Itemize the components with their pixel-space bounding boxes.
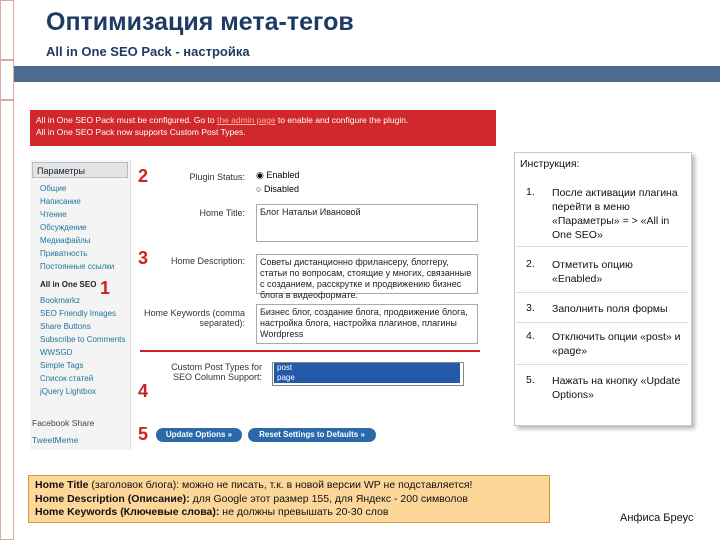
menu-item[interactable]: WWSGD — [40, 348, 73, 357]
note-box — [28, 475, 550, 523]
status-enabled-radio[interactable]: ◉ Enabled — [256, 170, 300, 180]
step-divider — [516, 246, 688, 247]
note-term: Home Title — [35, 479, 89, 491]
cpt-option-post[interactable]: post — [274, 363, 460, 373]
note-term: Home Description (Описание): — [35, 492, 190, 505]
plugin-notice — [30, 110, 496, 146]
plugin-status-label: Plugin Status: — [189, 172, 245, 182]
step-text: Отключить опции «post» и «page» — [552, 331, 681, 357]
left-deco-box — [0, 0, 14, 60]
menu-item[interactable]: Общие — [40, 184, 67, 193]
menu-item[interactable]: Обсуждение — [40, 223, 87, 232]
home-keywords-label: Home Keywords (comma separated): — [143, 308, 245, 328]
status-disabled-radio[interactable]: ○ Disabled — [256, 184, 299, 194]
step-marker: 5 — [138, 424, 149, 444]
menu-item[interactable]: Постоянные ссылки — [40, 262, 115, 271]
author-name: Анфиса Бреус — [620, 512, 694, 524]
step-number: 5. — [526, 374, 535, 386]
home-description-field[interactable]: Советы дистанционно фрилансеру, блоггеру, статьи по вопросам, стоящие у многих, связанные с созданием, расскрутке и продвижению бизнес блога в видеоформате. — [256, 254, 478, 294]
left-deco-box — [0, 60, 14, 100]
note-term: Home Keywords (Ключевые слова): — [35, 506, 220, 518]
header-bar — [14, 66, 720, 82]
step-marker: 2 — [138, 166, 149, 186]
widget-tweetmeme[interactable]: TweetMeme — [32, 435, 79, 445]
update-options-button[interactable]: Update Options » — [156, 428, 242, 442]
notice-text-2: All in One SEO Pack now supports Custom Post Types. — [36, 127, 246, 137]
step-number: 4. — [526, 330, 535, 342]
step-text: Нажать на кнопку «Update Options» — [552, 375, 681, 401]
notice-text-b: to enable and configure the plugin. — [275, 115, 409, 125]
step-marker: 4 — [138, 381, 149, 401]
home-title-label: Home Title: — [199, 208, 245, 218]
step-number: 1. — [526, 186, 535, 198]
menu-item[interactable]: Приватность — [40, 249, 88, 258]
status-disabled-label: Disabled — [263, 184, 299, 194]
note-text: не должны превышать 20-30 слов — [219, 506, 389, 518]
home-keywords-field[interactable]: Бизнес блог, создание блога, продвижение блога, настройка блога, настройка плагинов, плагины Wordpress — [256, 304, 478, 344]
menu-header-settings[interactable]: Параметры — [32, 162, 128, 178]
step-divider — [516, 322, 688, 323]
step-text: Отметить опцию «Enabled» — [552, 259, 633, 285]
menu-item[interactable]: jQuery Lightbox — [40, 387, 97, 396]
step-marker: 3 — [138, 248, 149, 268]
status-enabled-label: Enabled — [266, 170, 300, 180]
step-text: Заполнить поля формы — [552, 303, 668, 315]
menu-item[interactable]: Список статей — [40, 374, 94, 383]
note-text: (заголовок блога): можно не писать, т.к. в новой версии WP не подставляется! — [88, 479, 473, 491]
menu-item[interactable]: SEO Friendly Images — [40, 309, 117, 318]
instruction-heading: Инструкция: — [520, 158, 580, 170]
step-marker: 1 — [100, 278, 111, 298]
cpt-label: Custom Post Types for SEO Column Support: — [171, 362, 262, 382]
menu-item-all-in-one-seo[interactable]: All in One SEO — [40, 280, 97, 289]
step-number: 3. — [526, 302, 535, 314]
section-underline — [140, 350, 480, 352]
menu-item[interactable]: Subscribe to Comments — [40, 335, 126, 344]
step-text: После активации плагина перейти в меню «Параметры» = > «All in One SEO» — [552, 187, 678, 241]
home-title-field[interactable]: Блог Натальи Ивановой — [256, 204, 478, 242]
menu-item[interactable]: Написание — [40, 197, 81, 206]
note-text: для Google этот размер 155, для Яндекс - 200 символов — [189, 492, 468, 505]
step-number: 2. — [526, 258, 535, 270]
menu-item[interactable]: Simple Tags — [40, 361, 84, 370]
menu-item[interactable]: Медиафайлы — [40, 236, 91, 245]
admin-page-link[interactable]: the admin page — [216, 115, 276, 125]
menu-item[interactable]: Чтение — [40, 210, 67, 219]
widget-facebook-share[interactable]: Facebook Share — [32, 418, 95, 428]
menu-item[interactable]: Share Buttons — [40, 322, 91, 331]
slide-title: Оптимизация мета-тегов — [46, 8, 354, 36]
slide-subtitle: All in One SEO Pack - настройка — [46, 44, 250, 59]
menu-item[interactable]: Bookmarkz — [40, 296, 81, 305]
cpt-option-page[interactable]: page — [274, 373, 460, 383]
reset-settings-button[interactable]: Reset Settings to Defaults » — [248, 428, 376, 442]
step-divider — [516, 292, 688, 293]
home-description-label: Home Description: — [170, 256, 245, 266]
notice-text-a: All in One SEO Pack must be configured. Go to — [36, 115, 217, 125]
left-deco-box — [0, 100, 14, 540]
step-divider — [516, 364, 688, 365]
